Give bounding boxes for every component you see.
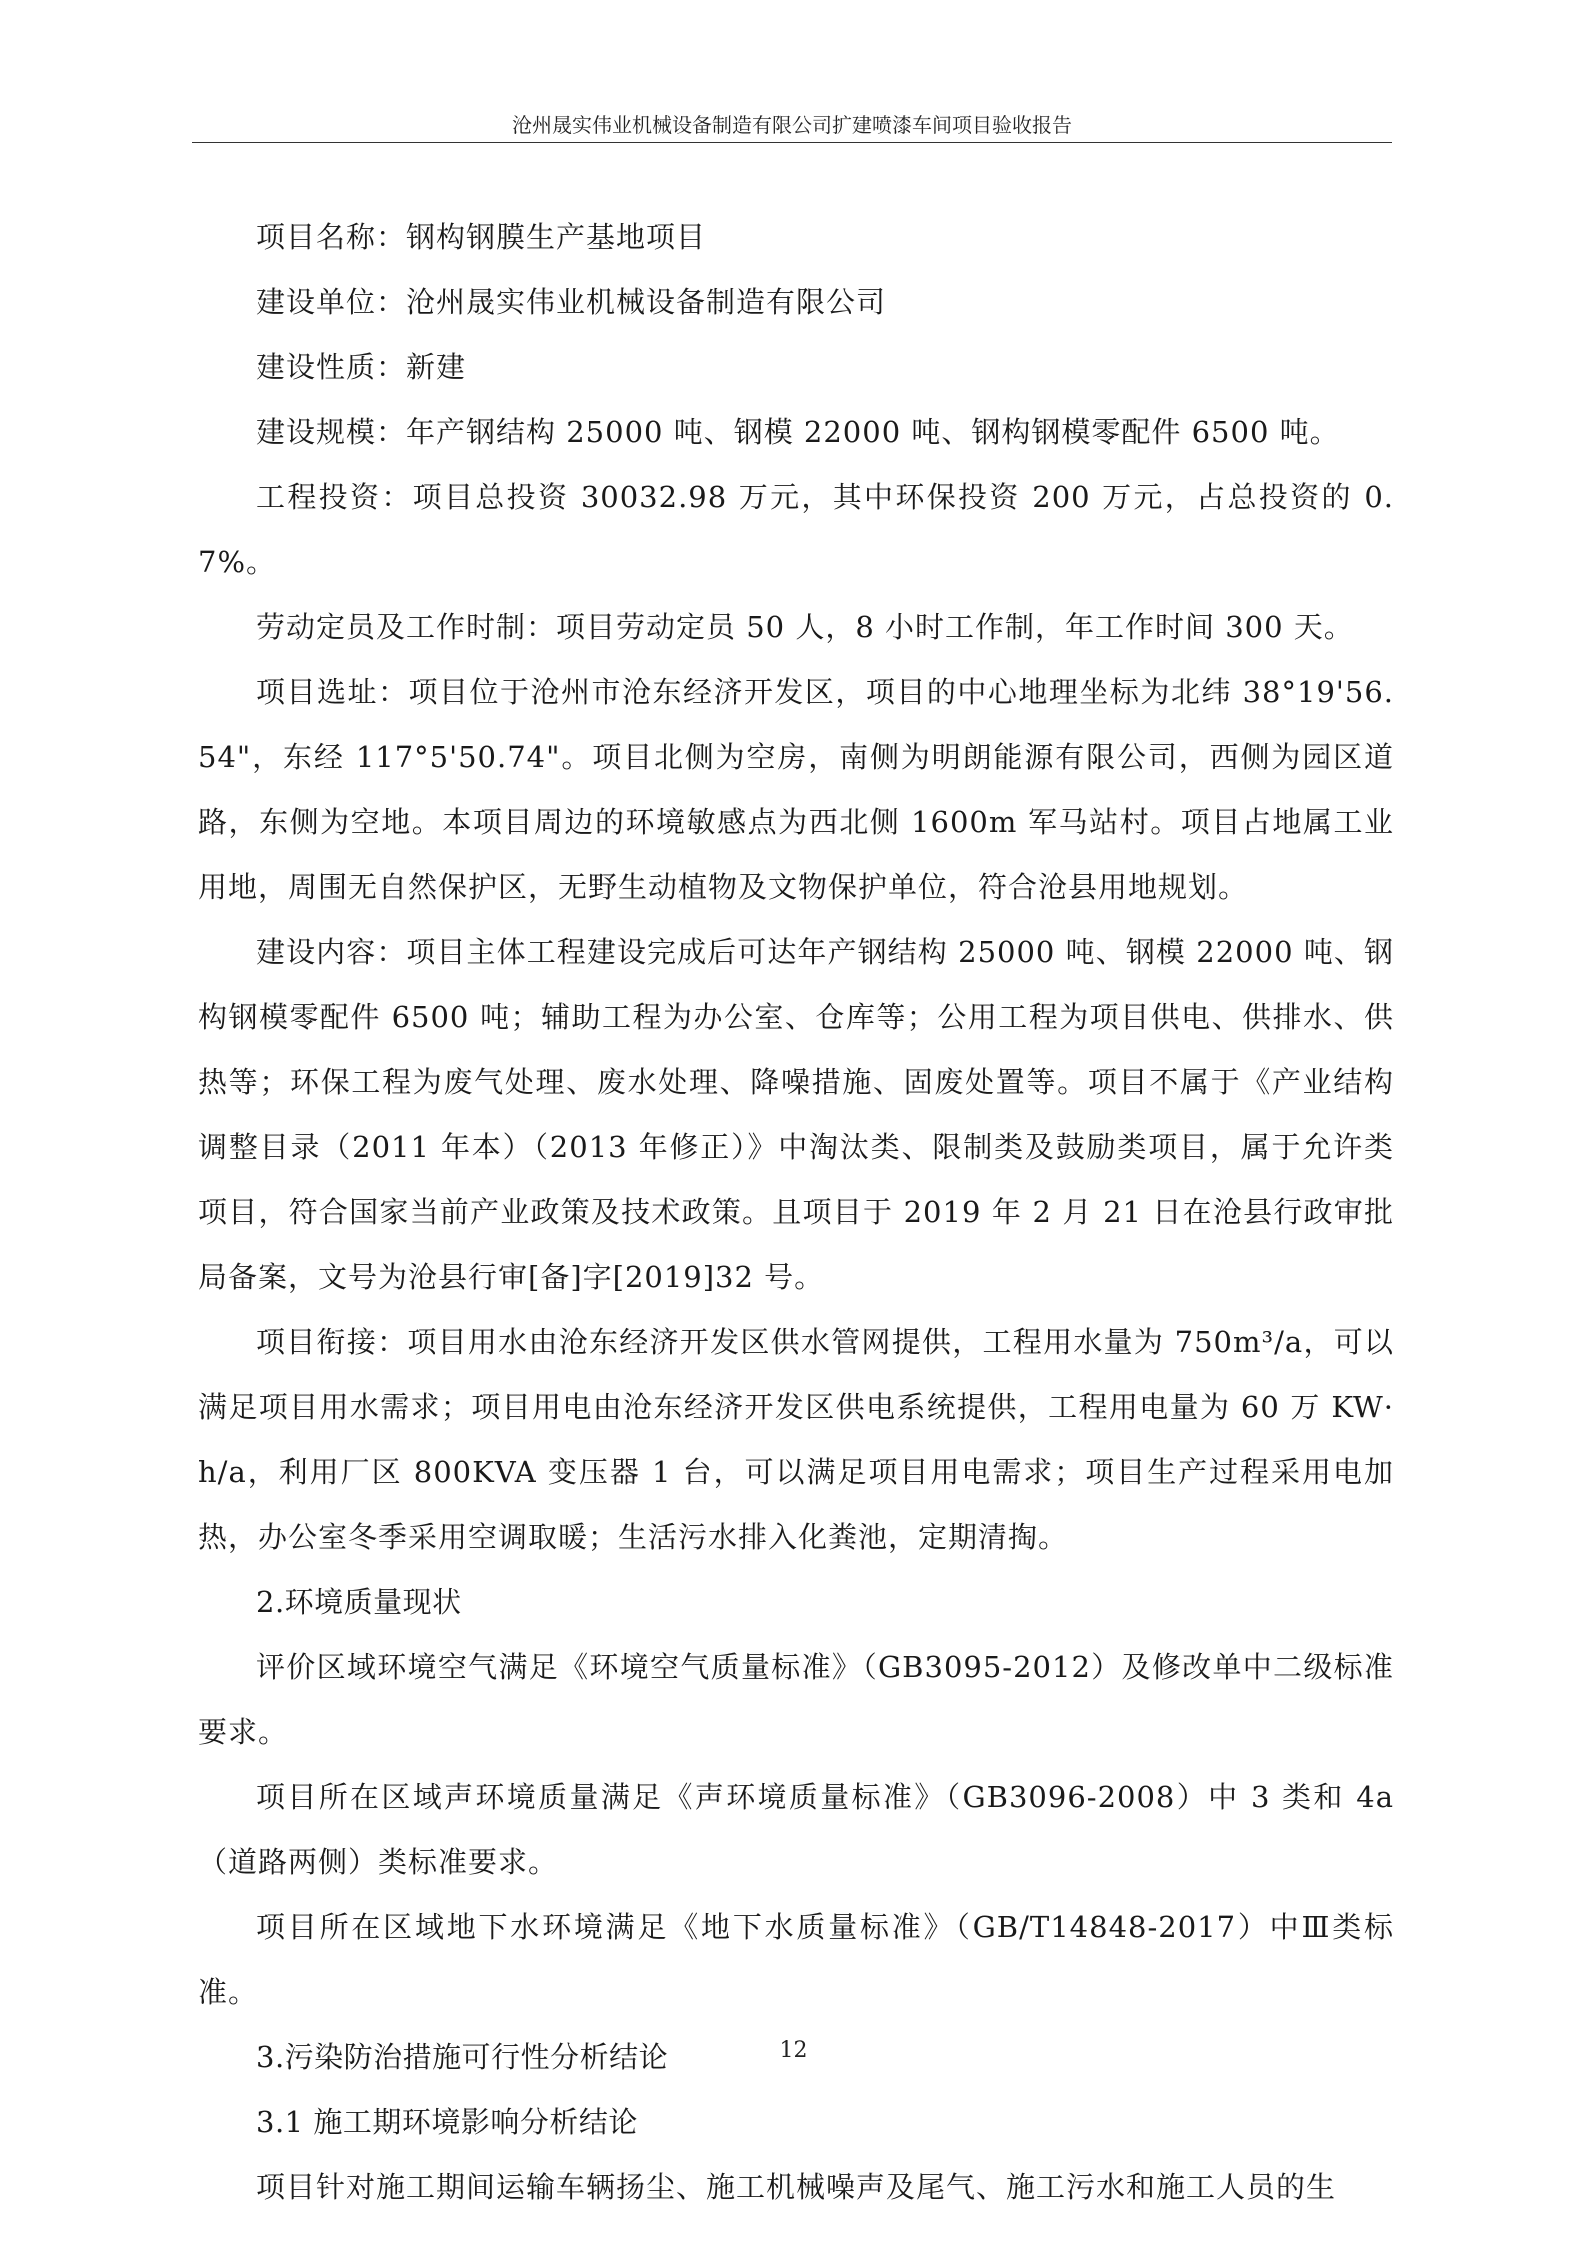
air-quality-paragraph: 评价区域环境空气满足《环境空气质量标准》（GB3095-2012）及修改单中二级标准要求。 xyxy=(198,1650,1394,1749)
construction-scale: 建设规模：年产钢结构 25000 吨、钢模 22000 吨、钢构钢模零配件 6500 吨。 xyxy=(256,415,1340,449)
acoustic-quality-paragraph: 项目所在区域声环境质量满足《声环境质量标准》（GB3096-2008）中 3 类和 4a（道路两侧）类标准要求。 xyxy=(198,1780,1394,1879)
construction-nature: 建设性质：新建 xyxy=(256,350,467,384)
header-rule xyxy=(192,142,1392,143)
construction-period-paragraph: 项目针对施工期间运输车辆扬尘、施工机械噪声及尾气、施工污水和施工人员的生 xyxy=(256,2170,1337,2204)
document-body xyxy=(198,205,1394,2220)
project-connection: 项目衔接：项目用水由沧东经济开发区供水管网提供，工程用水量为 750m³/a，可以满足项目用水需求；项目用电由沧东经济开发区供电系统提供，工程用电量为 60 万 KW·h/a，利用厂区 800KVA 变压器 1 台，可以满足项目用电需求；项目生产过程采用电加热，办公室冬季采用空调取暖；生活污水排入化粪池，定期清掏。 xyxy=(198,1325,1394,1554)
project-name: 项目名称：钢构钢膜生产基地项目 xyxy=(256,220,707,254)
engineering-investment: 工程投资：项目总投资 30032.98 万元，其中环保投资 200 万元，占总投资的 0.7%。 xyxy=(198,480,1394,579)
staffing-and-work-schedule: 劳动定员及工作时制：项目劳动定员 50 人，8 小时工作制，年工作时间 300 天。 xyxy=(256,610,1354,644)
section-heading-pollution-control: 3.污染防治措施可行性分析结论 xyxy=(256,2040,669,2074)
running-header: 沧州晟实伟业机械设备制造有限公司扩建喷漆车间项目验收报告 xyxy=(512,113,1072,137)
project-location: 项目选址：项目位于沧州市沧东经济开发区，项目的中心地理坐标为北纬 38°19'56.54"，东经 117°5'50.74"。项目北侧为空房，南侧为明朗能源有限公司，西侧为园区道路，东侧为空地。本项目周边的环境敏感点为西北侧 1600m 军马站村。项目占地属工业用地，周围无自然保护区，无野生动植物及文物保护单位，符合沧县用地规划。 xyxy=(198,675,1394,904)
page-number: 12 xyxy=(779,2038,808,2063)
groundwater-quality-paragraph: 项目所在区域地下水环境满足《地下水质量标准》（GB/T14848-2017）中Ⅲ类标准。 xyxy=(198,1910,1394,2009)
construction-unit: 建设单位：沧州晟实伟业机械设备制造有限公司 xyxy=(256,285,887,319)
construction-content: 建设内容：项目主体工程建设完成后可达年产钢结构 25000 吨、钢模 22000 吨、钢构钢模零配件 6500 吨；辅助工程为办公室、仓库等；公用工程为项目供电、供排水、供热等；环保工程为废气处理、废水处理、降噪措施、固废处置等。项目不属于《产业结构调整目录（2011 年本）（2013 年修正）》中淘汰类、限制类及鼓励类项目，属于允许类项目，符合国家当前产业政策及技术政策。且项目于 2019 年 2 月 21 日在沧县行政审批局备案，文号为沧县行审[备]字[2019]32 号。 xyxy=(198,935,1394,1294)
subsection-heading-construction-period: 3.1 施工期环境影响分析结论 xyxy=(256,2105,638,2139)
section-heading-environmental-quality: 2.环境质量现状 xyxy=(256,1585,462,1619)
